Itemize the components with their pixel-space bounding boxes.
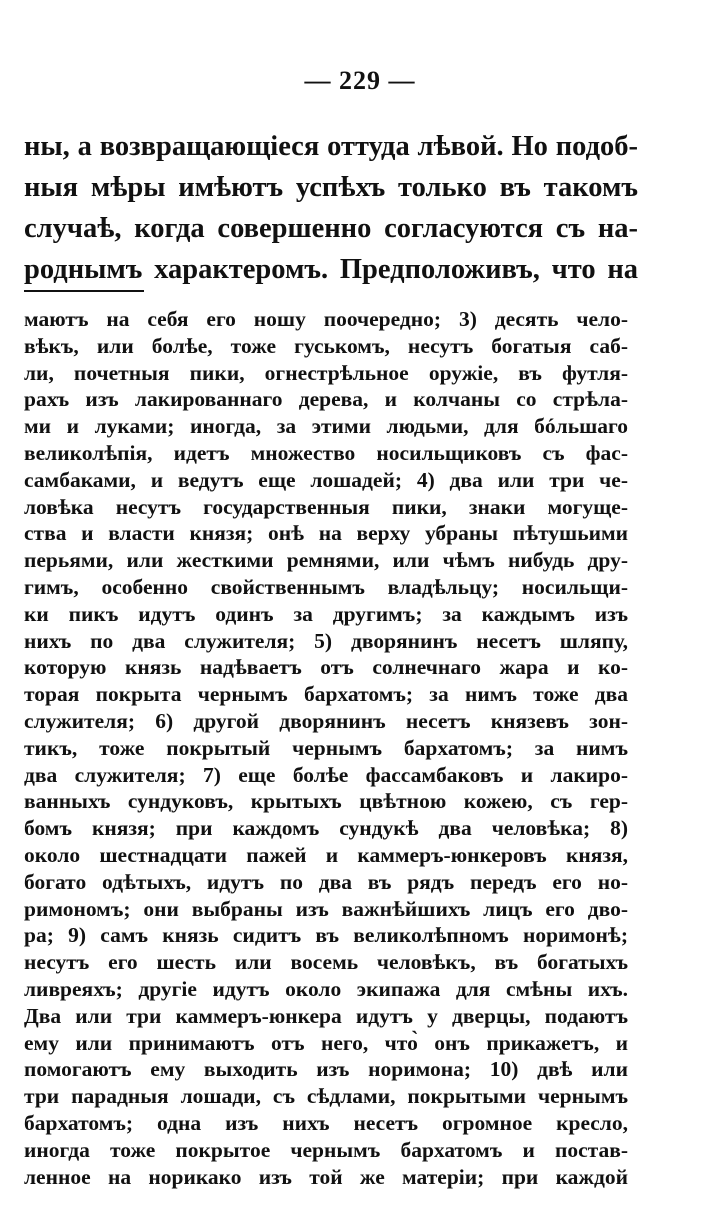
footnote-line: Два или три каммеръ-юнкера идутъ у дверцы, подаютъ (24, 1003, 628, 1028)
footnote-line: ванныхъ сундуковъ, крытыхъ цвѣтною кожею, съ гер- (24, 789, 628, 814)
footnote-line: ловѣка несутъ государственныя пики, знаки могуще- (24, 494, 628, 519)
footnote-line: гимъ, особенно свойственнымъ владѣльцу; носильщи- (24, 574, 628, 599)
main-text (24, 126, 638, 290)
footnote-line: ра; 9) самъ князь сидитъ въ великолѣпномъ норимонѣ; (24, 923, 628, 948)
footnote-line: нихъ по два служителя; 5) дворянинъ несетъ шляпу, (24, 628, 628, 653)
footnote-line: богато одѣтыхъ, идутъ по два въ рядъ передъ его но- (24, 869, 628, 894)
footnote-line: маютъ на себя его ношу поочередно; 3) десять чело- (24, 307, 628, 331)
footnote-line: рахъ изъ лакированнаго дерева, и колчаны со стрѣла- (24, 387, 628, 412)
footnote-line: два служителя; 7) еще болѣе фассамбаковъ и лакиро- (24, 762, 628, 787)
main-text-line: ныя мѣры имѣютъ успѣхъ только въ такомъ (24, 172, 638, 203)
footnote-line: иногда тоже покрытое чернымъ бархатомъ и постав- (24, 1137, 628, 1162)
footnote-line: ему или принимаютъ отъ него, что̀ онъ прикажетъ, и (24, 1030, 628, 1055)
main-text-line: роднымъ характеромъ. Предположивъ, что на (24, 254, 638, 285)
main-text-line: случаѣ, когда совершенно согласуются съ на- (24, 213, 638, 244)
footnote-line: торая покрыта чернымъ бархатомъ; за нимъ тоже два (24, 682, 628, 707)
footnote-line: вѣкъ, или болѣе, тоже гуськомъ, несутъ богатыя саб- (24, 333, 628, 358)
footnote-line: ли, почетныя пики, огнестрѣльное оружіе, въ футля- (24, 360, 628, 385)
footnote-line: бомъ князя; при каждомъ сундукѣ два человѣка; 8) (24, 816, 628, 841)
footnote-text (24, 306, 628, 1190)
footnote-line: ливреяхъ; другіе идутъ около экипажа для смѣны ихъ. (24, 976, 628, 1001)
page-number: — 229 — (304, 66, 416, 95)
footnote-line: великолѣпія, идетъ множество носильщиковъ съ фас- (24, 440, 628, 465)
footnote-line: римономъ; они выбраны изъ важнѣйшихъ лицъ его дво- (24, 896, 628, 921)
footnote-line: несутъ его шесть или восемь человѣкъ, въ богатыхъ (24, 950, 628, 975)
footnote-line: три парадныя лошади, съ сѣдлами, покрытыми чернымъ (24, 1084, 628, 1109)
footnote-line: около шестнадцати пажей и каммеръ-юнкеровъ князя, (24, 842, 628, 867)
footnote-line: ленное на норикако изъ той же матеріи; при каждой (24, 1164, 628, 1189)
footnote-line: ства и власти князя; онѣ на верху убраны пѣтушьими (24, 521, 628, 546)
footnote-line: помогаютъ ему выходить изъ норимона; 10) двѣ или (24, 1057, 628, 1082)
footnote-line: ми и луками; иногда, за этими людьми, для бóльшаго (24, 414, 628, 439)
footnote-line: перьями, или жесткими ремнями, или чѣмъ нибудь дру- (24, 548, 628, 573)
main-text-line: ны, а возвращающіеся оттуда лѣвой. Но подоб- (24, 131, 638, 162)
footnote-line: самбаками, и ведутъ еще лошадей; 4) два или три че- (24, 467, 628, 492)
footnote-divider (24, 290, 144, 292)
footnote-line: бархатомъ; одна изъ нихъ несетъ огромное кресло, (24, 1110, 628, 1135)
footnote-line: тикъ, тоже покрытый чернымъ бархатомъ; за нимъ (24, 735, 628, 760)
footnote-line: служителя; 6) другой дворянинъ несетъ князевъ зон- (24, 708, 628, 733)
footnote-line: ки пикъ идутъ одинъ за другимъ; за каждымъ изъ (24, 601, 628, 626)
footnote-line: которую князь надѣваетъ отъ солнечнаго жара и ко- (24, 655, 628, 680)
